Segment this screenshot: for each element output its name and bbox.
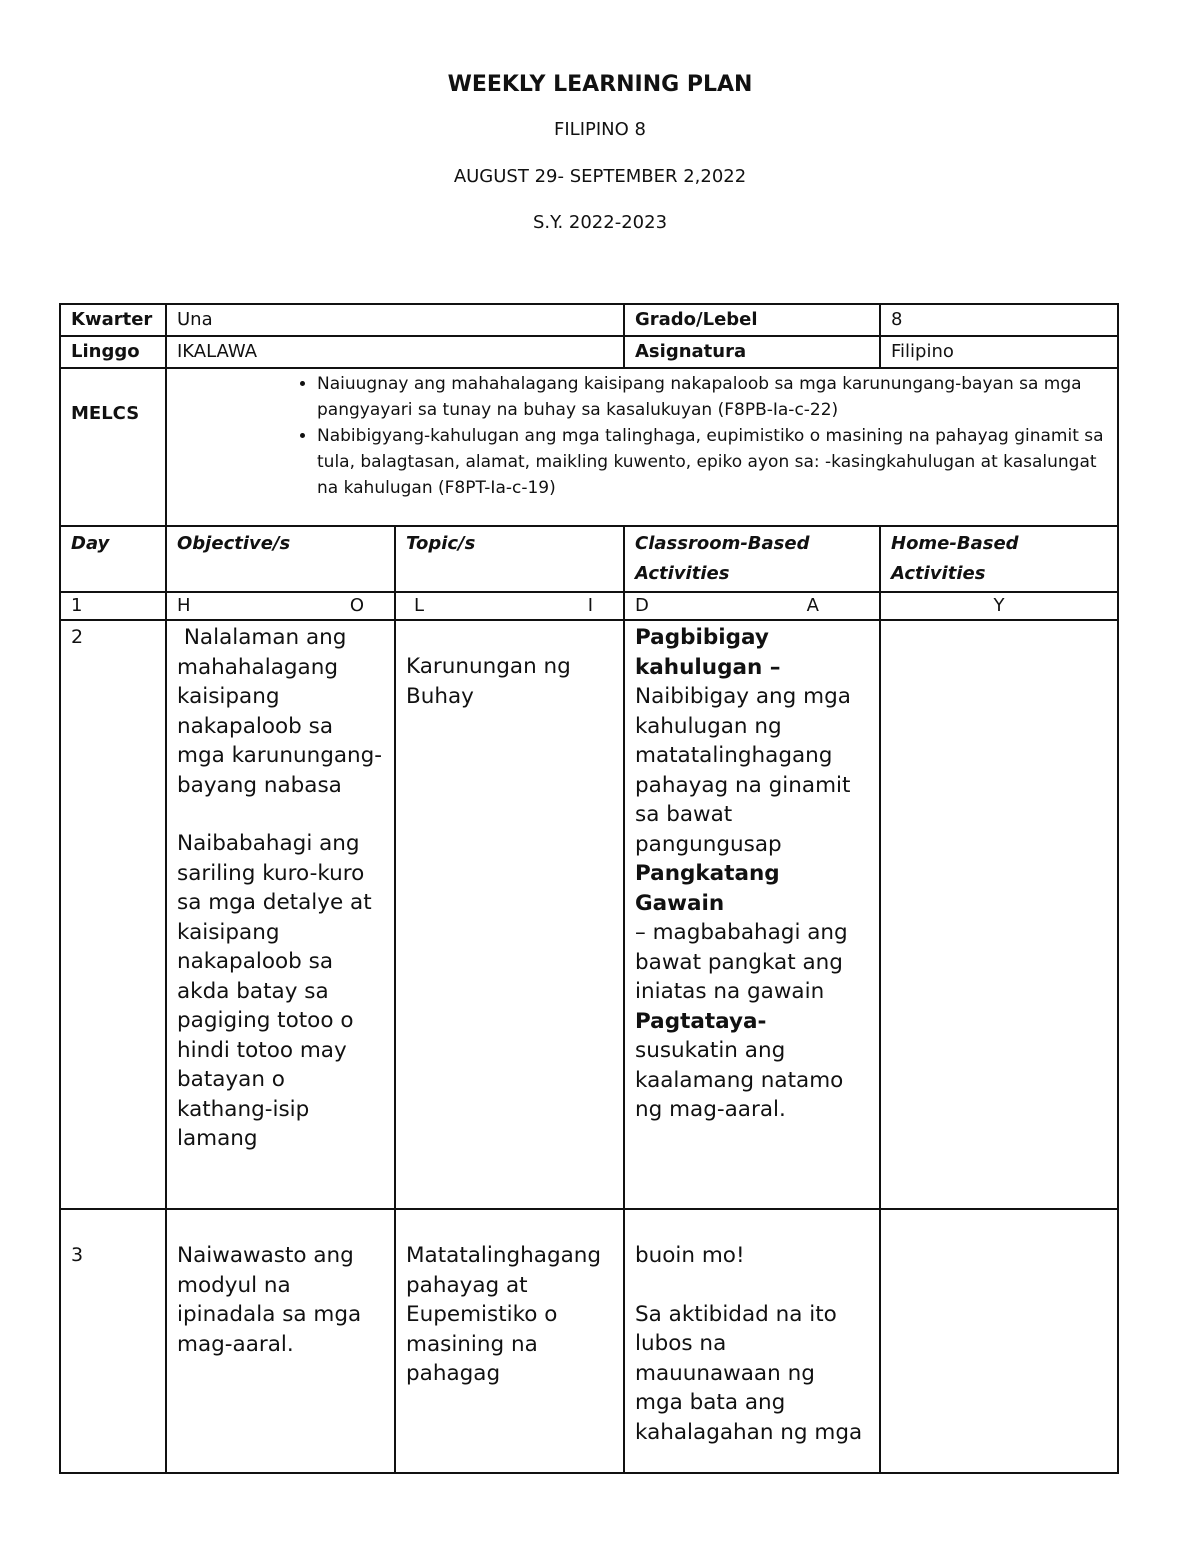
day-number: 1 [60, 592, 166, 620]
grado-value: 8 [880, 304, 1118, 336]
day2-row [60, 620, 1118, 1209]
day2-home [880, 620, 1118, 1209]
melcs-row [60, 368, 1118, 526]
activity-text: buoin mo! [635, 1243, 745, 1268]
melcs-item: • Nabibigyang-kahulugan ang mga talinghaga, eupimistiko o masining na pahayag ginamit sa tula, balagtasan, alamat, maikling kuwento, epiko ayon sa: -kasingkahulugan at kasalungat na kahulugan (F8PT-Ia-c-19) [317, 423, 1107, 501]
activity-title: Pagtataya- [635, 1008, 767, 1034]
day-number: 2 [60, 620, 166, 1209]
school-year: S.Y. 2022-2023 [532, 212, 668, 233]
melcs-content [166, 368, 1118, 526]
date-range: AUGUST 29- SEPTEMBER 2,2022 [453, 166, 747, 187]
holiday-letter: D [635, 595, 649, 616]
asignatura-value: Filipino [880, 336, 1118, 368]
day3-activities [624, 1209, 880, 1473]
linggo-value: IKALAWA [166, 336, 624, 368]
day-number: 3 [60, 1209, 166, 1473]
holiday-cell [166, 592, 395, 620]
holiday-cell [395, 592, 624, 620]
objective-text: Nalalaman ang mahahalagang kaisipang nakapaloob sa mga karunungang-bayang nabasa [177, 625, 383, 798]
activity-text: Naibibigay ang mga kahulugan ng matatalinghagang pahayag na ginamit sa bawat pangungusap [635, 684, 851, 857]
document-title: WEEKLY LEARNING PLAN [447, 72, 753, 97]
asignatura-label: Asignatura [624, 336, 880, 368]
holiday-cell [624, 592, 880, 620]
objective-text: Naibabahagi ang sariling kuro-kuro sa mga detalye at kaisipang nakapaloob sa akda batay sa pagiging totoo o hindi totoo may batayan o kathang-isip lamang [177, 831, 372, 1151]
day3-topic: Matatalinghagang pahayag at Eupemistiko o masining na pahagag [395, 1209, 624, 1473]
day3-home [880, 1209, 1118, 1473]
col-header-home: Home-Based Activities [880, 526, 1118, 592]
holiday-letter: Y [993, 595, 1005, 616]
holiday-cell [880, 592, 1118, 620]
day3-row [60, 1209, 1118, 1473]
holiday-letter: H [177, 595, 191, 616]
melcs-label: MELCS [60, 368, 166, 526]
learning-plan-table [59, 303, 1119, 1474]
melcs-list [167, 371, 1107, 501]
kwarter-value: Una [166, 304, 624, 336]
day3-objective: Naiwawasto ang modyul na ipinadala sa mga mag-aaral. [166, 1209, 395, 1473]
holiday-row [60, 592, 1118, 620]
holiday-letter: I [587, 595, 593, 616]
col-header-classroom: Classroom-Based Activities [624, 526, 880, 592]
melcs-item: • Naiuugnay ang mahahalagang kaisipang nakapaloob sa mga karunungang-bayan sa mga pangyayari sa tunay na buhay sa kasalukuyan (F8PB-Ia-c-22) [317, 371, 1107, 423]
col-header-objectives: Objective/s [166, 526, 395, 592]
column-header-row [60, 526, 1118, 592]
linggo-label: Linggo [60, 336, 166, 368]
holiday-letter: A [806, 595, 819, 616]
activity-title: Pagbibigay kahulugan – [635, 625, 781, 680]
activity-text: Sa aktibidad na ito lubos na mauunawaan ng mga bata ang kahalagahan ng mga [635, 1301, 863, 1445]
holiday-letter: O [349, 595, 364, 616]
grado-label: Grado/Lebel [624, 304, 880, 336]
kwarter-row [60, 304, 1118, 336]
holiday-letter: L [414, 595, 425, 616]
kwarter-label: Kwarter [60, 304, 166, 336]
activity-title: Pangkatang Gawain [635, 861, 780, 916]
subject-heading: FILIPINO 8 [554, 119, 646, 140]
activity-text: susukatin ang kaalamang natamo ng mag-aaral. [635, 1038, 844, 1122]
col-header-topics: Topic/s [395, 526, 624, 592]
activity-text: – magbabahagi ang bawat pangkat ang iniatas na gawain [635, 920, 848, 1004]
day2-topic: Karunungan ng Buhay [395, 620, 624, 1209]
col-header-day: Day [60, 526, 166, 592]
day2-activities [624, 620, 880, 1209]
day2-objectives [166, 620, 395, 1209]
linggo-row [60, 336, 1118, 368]
